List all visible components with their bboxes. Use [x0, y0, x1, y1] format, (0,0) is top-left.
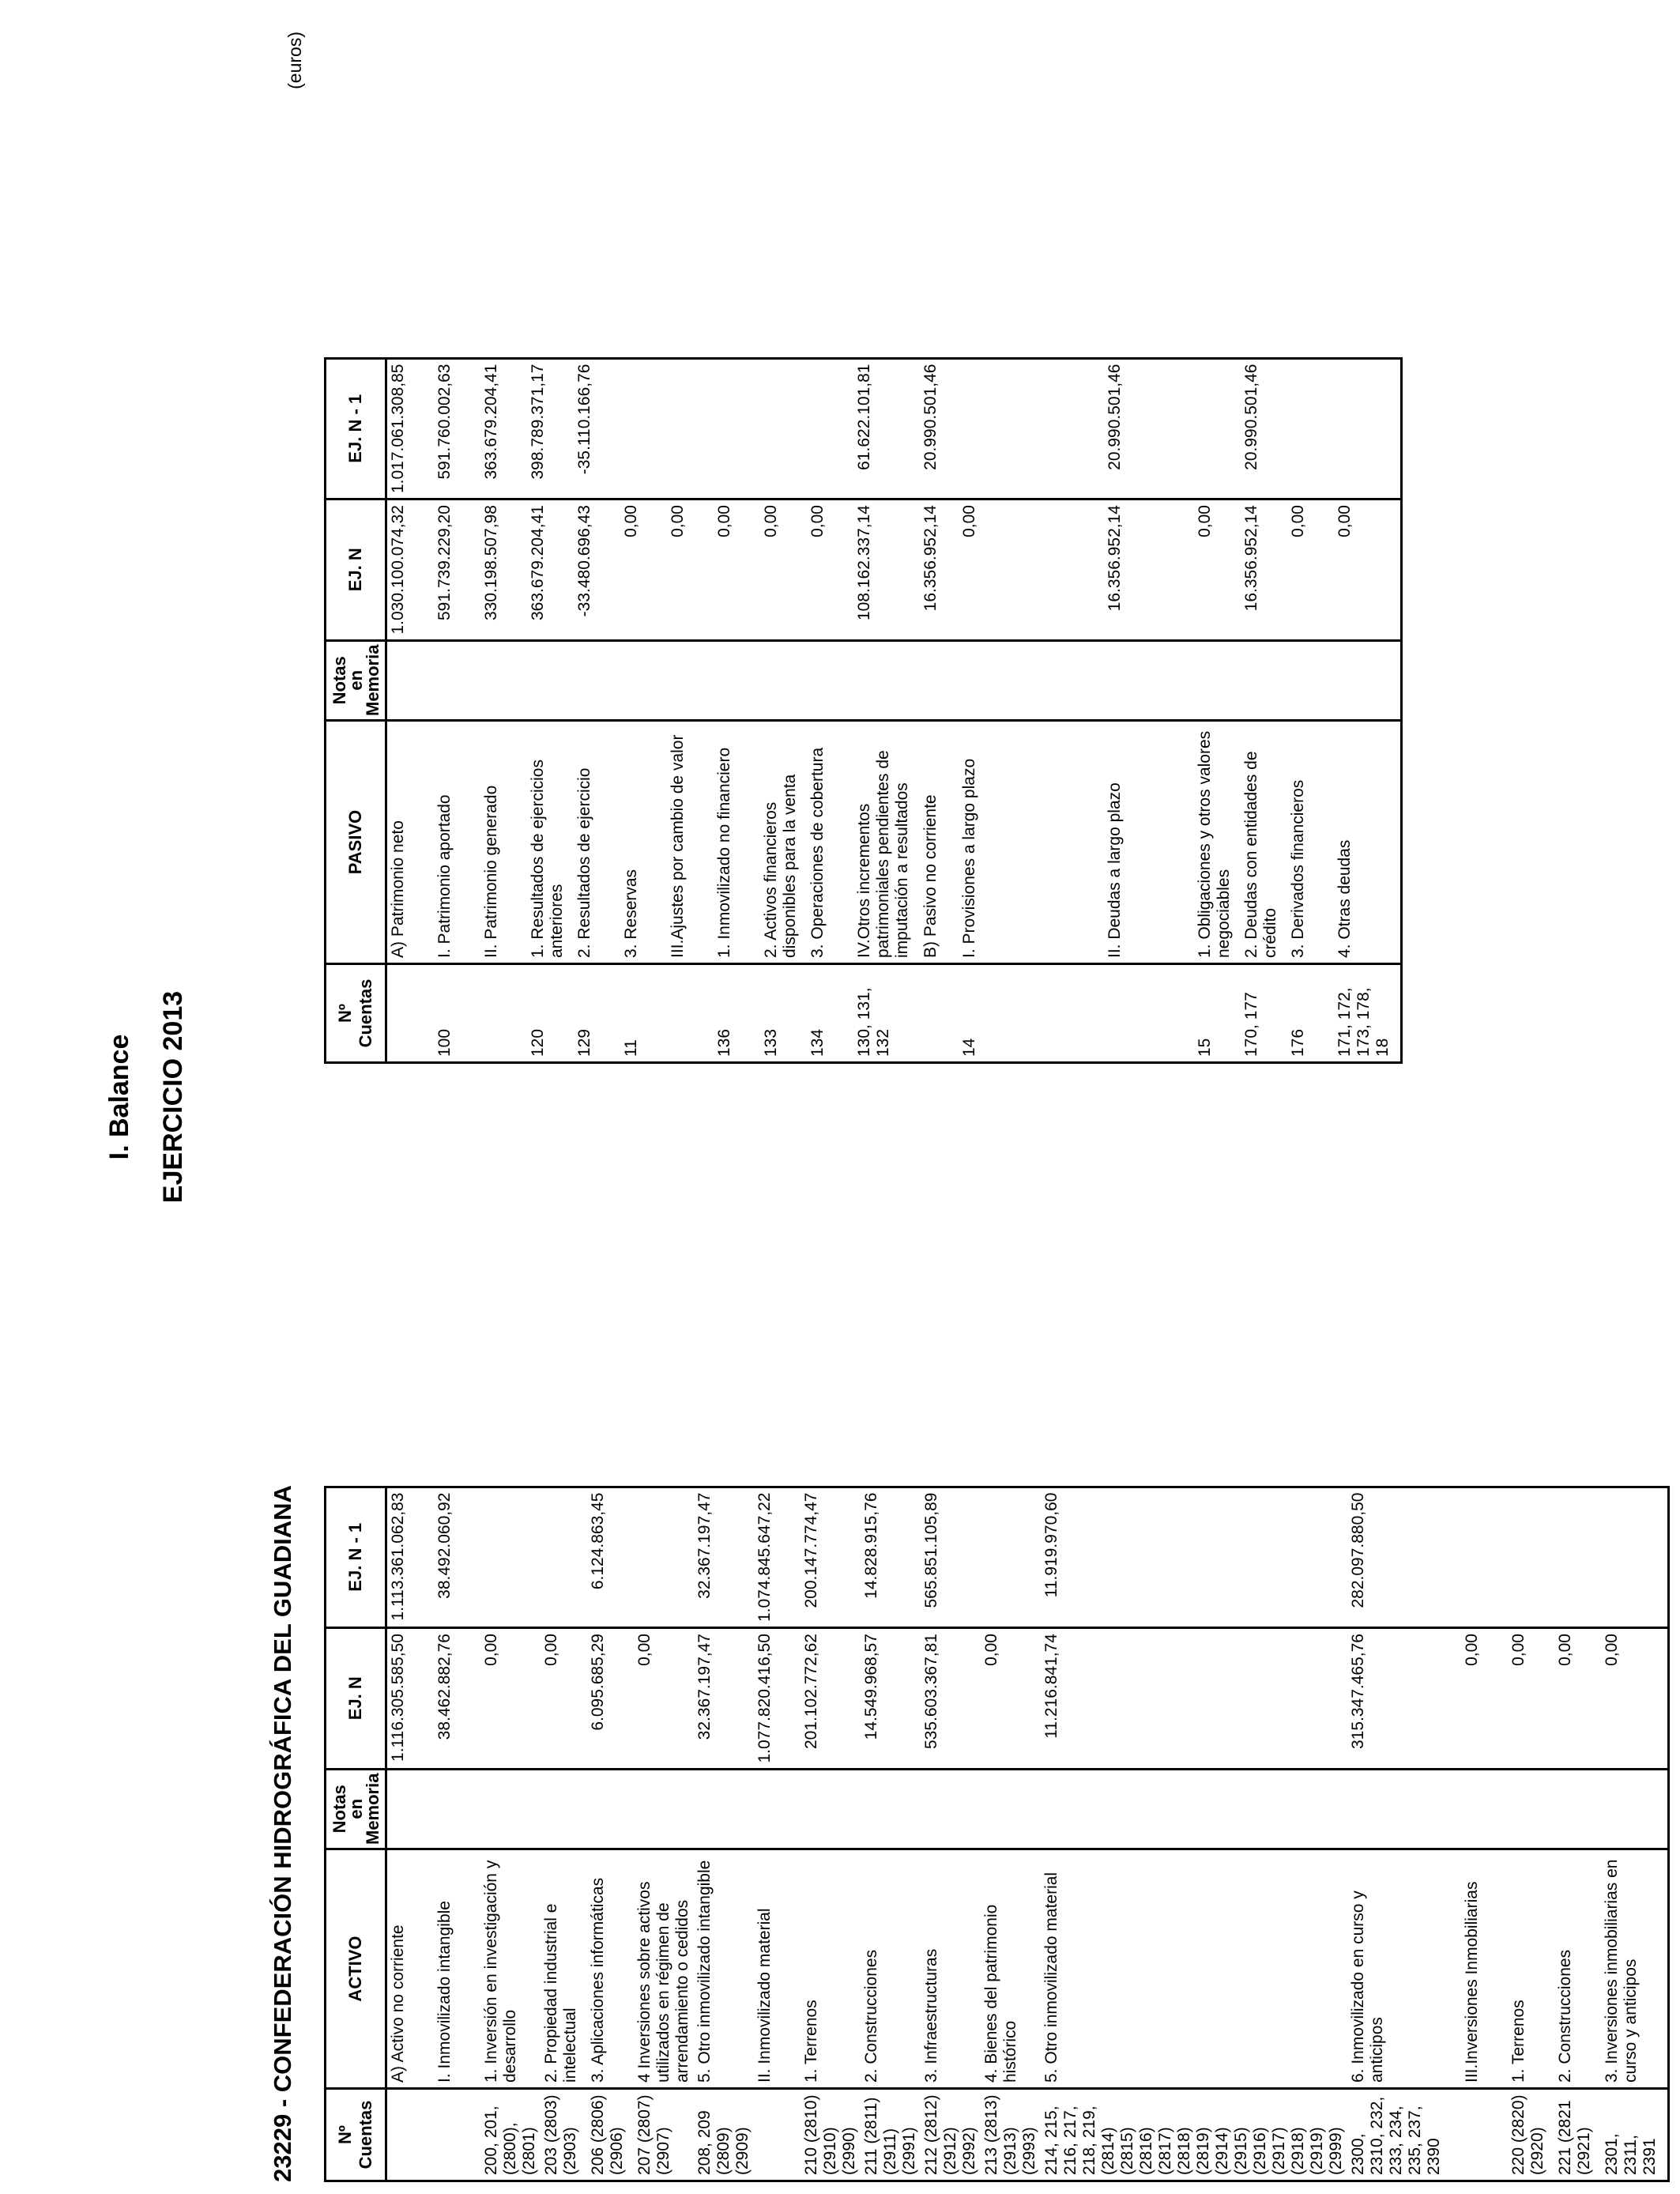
activo-cell-ej-n1: 6.124.863,45 [587, 1487, 634, 1628]
activo-cell-ej-n1: 1.074.845.647,22 [754, 1487, 800, 1628]
pasivo-cell-ej-n: 330.198.507,98 [480, 499, 527, 641]
activo-cell-concepto: 4. Bienes del patrimonio histórico [981, 1849, 1041, 2089]
pasivo-cell-cuentas [386, 964, 435, 1063]
activo-cell-concepto: 2. Propiedad industrial e intelectual [541, 1849, 587, 2089]
activo-cell-cuentas: 221 (2821 (2921) [1554, 2089, 1601, 2181]
activo-cell-ej-n1 [981, 1487, 1041, 1628]
activo-cell-notas [480, 1769, 541, 1849]
table-row [667, 358, 714, 1062]
activo-cell-ej-n: 0,00 [541, 1628, 587, 1770]
activo-cell-cuentas: 200, 201, (2800), (2801) [480, 2089, 541, 2181]
activo-cell-concepto: 3. Inversiones inmobiliarias en curso y anticipos [1601, 1849, 1669, 2089]
pasivo-cell-cuentas: 134 [807, 964, 853, 1063]
pasivo-cell-ej-n: 591.739.229,20 [434, 499, 480, 641]
activo-cell-concepto: II. Inmovilizado material [754, 1849, 800, 2089]
pasivo-cell-cuentas [1104, 964, 1194, 1063]
pasivo-cell-notas [527, 640, 574, 720]
activo-cell-ej-n: 6.095.685,29 [587, 1628, 634, 1770]
table-row [634, 1487, 694, 2181]
table-row [1334, 358, 1402, 1062]
pasivo-cell-cuentas [480, 964, 527, 1063]
pasivo-cell-cuentas: 15 [1194, 964, 1241, 1063]
pasivo-cell-notas [620, 640, 667, 720]
table-row [981, 1487, 1041, 2181]
activo-cell-ej-n1: 38.492.060,92 [434, 1487, 480, 1628]
activo-cell-concepto: 5. Otro inmovilizado material [1041, 1849, 1347, 2089]
page-subtitle: EJERCICIO 2013 [158, 990, 188, 1204]
activo-cell-ej-n1: 200.147.774,47 [800, 1487, 861, 1628]
pasivo-cell-concepto: 2. Resultados de ejercicio [574, 721, 620, 964]
activo-cell-notas [754, 1769, 800, 1849]
pasivo-cell-ej-n: 0,00 [1334, 499, 1402, 641]
activo-cell-concepto: 4 Inversiones sobre activos utilizados en régimen de arrendamiento o cedidos [634, 1849, 694, 2089]
activo-cell-ej-n: 0,00 [981, 1628, 1041, 1770]
activo-cell-ej-n: 38.462.882,76 [434, 1628, 480, 1770]
activo-cell-cuentas: 212 (2812) (2912) (2992) [921, 2089, 981, 2181]
activo-cell-concepto: 1. Terrenos [1508, 1849, 1554, 2089]
activo-cell-cuentas: 207 (2807) (2907) [634, 2089, 694, 2181]
activo-cell-notas [587, 1769, 634, 1849]
activo-cell-cuentas [434, 2089, 480, 2181]
pasivo-cell-notas [434, 640, 480, 720]
activo-cell-notas [1601, 1769, 1669, 1849]
pasivo-cell-ej-n1: 591.760.002,63 [434, 358, 480, 499]
pasivo-cell-notas [920, 640, 959, 720]
pasivo-cell-concepto: I. Patrimonio aportado [434, 721, 480, 964]
pasivo-cell-cuentas: 14 [959, 964, 1104, 1063]
activo-header-concepto: ACTIVO [326, 1849, 386, 2089]
pasivo-cell-concepto: 3. Derivados financieros [1287, 721, 1334, 964]
pasivo-cell-cuentas: 129 [574, 964, 620, 1063]
activo-cell-notas [1508, 1769, 1554, 1849]
activo-cell-notas [634, 1769, 694, 1849]
table-row [760, 358, 807, 1062]
activo-cell-concepto: A) Activo no corriente [386, 1849, 435, 2089]
pasivo-cell-ej-n1: 20.990.501,46 [1104, 358, 1194, 499]
pasivo-cell-ej-n: 0,00 [807, 499, 853, 641]
pasivo-cell-cuentas: 133 [760, 964, 807, 1063]
activo-cell-ej-n: 201.102.772,62 [800, 1628, 861, 1770]
pasivo-header-notas: Notas en Memoria [326, 640, 386, 720]
activo-cell-cuentas: 208, 209 (2809) (2909) [694, 2089, 754, 2181]
activo-cell-ej-n: 11.216.841,74 [1041, 1628, 1347, 1770]
pasivo-cell-concepto: 1. Obligaciones y otros valores negociables [1194, 721, 1241, 964]
page-title: I. Balance [104, 1034, 134, 1160]
pasivo-cell-ej-n: 0,00 [714, 499, 760, 641]
units-label: (euros) [284, 32, 305, 89]
table-row [1508, 1487, 1554, 2181]
activo-header-cuentas: Nº Cuentas [326, 2089, 386, 2181]
pasivo-cell-cuentas: 171, 172, 173, 178, 18 [1334, 964, 1402, 1063]
pasivo-cell-ej-n1: -35.110.166,76 [574, 358, 620, 499]
pasivo-cell-concepto: 4. Otras deudas [1334, 721, 1402, 964]
pasivo-cell-notas [807, 640, 853, 720]
activo-cell-ej-n1 [634, 1487, 694, 1628]
pasivo-cell-notas [480, 640, 527, 720]
pasivo-cell-ej-n1 [1194, 358, 1241, 499]
activo-cell-notas [861, 1769, 921, 1849]
pasivo-cell-ej-n: 16.356.952,14 [920, 499, 959, 641]
activo-cell-ej-n: 0,00 [1601, 1628, 1669, 1770]
pasivo-cell-ej-n1 [760, 358, 807, 499]
pasivo-cell-cuentas: 170, 177 [1241, 964, 1287, 1063]
pasivo-cell-notas [574, 640, 620, 720]
activo-cell-cuentas [386, 2089, 435, 2181]
activo-cell-notas [1554, 1769, 1601, 1849]
activo-cell-concepto: 3. Infraestructuras [921, 1849, 981, 2089]
pasivo-cell-ej-n: -33.480.696,43 [574, 499, 620, 641]
activo-cell-ej-n: 14.549.968,57 [861, 1628, 921, 1770]
activo-cell-notas [434, 1769, 480, 1849]
table-row [434, 358, 480, 1062]
table-row [386, 1487, 435, 2181]
activo-cell-ej-n: 0,00 [634, 1628, 694, 1770]
activo-cell-cuentas: 211 (2811) (2911) (2991) [861, 2089, 921, 2181]
activo-cell-notas [800, 1769, 861, 1849]
table-row [587, 1487, 634, 2181]
pasivo-cell-notas [714, 640, 760, 720]
pasivo-cell-ej-n1: 20.990.501,46 [1241, 358, 1287, 499]
activo-cell-concepto: 5. Otro inmovilizado intangible [694, 1849, 754, 2089]
activo-header-ej-n1: EJ. N - 1 [326, 1487, 386, 1628]
table-row [853, 358, 920, 1062]
activo-cell-ej-n1 [480, 1487, 541, 1628]
pasivo-cell-concepto: B) Pasivo no corriente [920, 721, 959, 964]
pasivo-cell-concepto: II. Deudas a largo plazo [1104, 721, 1194, 964]
table-row [1194, 358, 1241, 1062]
activo-cell-cuentas: 206 (2806) (2906) [587, 2089, 634, 2181]
pasivo-cell-cuentas: 136 [714, 964, 760, 1063]
pasivo-cell-notas [853, 640, 920, 720]
pasivo-cell-ej-n1 [1287, 358, 1334, 499]
activo-cell-cuentas: 2300, 2310, 232, 233, 234, 235, 237, 2390 [1347, 2089, 1461, 2181]
table-row [714, 358, 760, 1062]
pasivo-table [324, 357, 1403, 1064]
activo-cell-concepto: III.Inversiones Inmobiliarias [1461, 1849, 1508, 2089]
table-row [1287, 358, 1334, 1062]
activo-cell-ej-n1: 32.367.197,47 [694, 1487, 754, 1628]
pasivo-cell-ej-n: 0,00 [1194, 499, 1241, 641]
pasivo-cell-ej-n1 [667, 358, 714, 499]
pasivo-cell-ej-n: 0,00 [760, 499, 807, 641]
table-row [1241, 358, 1287, 1062]
pasivo-cell-ej-n1: 20.990.501,46 [920, 358, 959, 499]
activo-cell-cuentas: 220 (2820) (2920) [1508, 2089, 1554, 2181]
pasivo-cell-ej-n1 [714, 358, 760, 499]
activo-cell-notas [1347, 1769, 1461, 1849]
table-row [1601, 1487, 1669, 2181]
table-row [1554, 1487, 1601, 2181]
table-row [861, 1487, 921, 2181]
activo-cell-cuentas: 203 (2803) (2903) [541, 2089, 587, 2181]
pasivo-cell-concepto: A) Patrimonio neto [386, 721, 435, 964]
pasivo-header-ej-n1: EJ. N - 1 [326, 358, 386, 499]
activo-cell-cuentas: 2301, 2311, 2391 [1601, 2089, 1669, 2181]
pasivo-cell-ej-n: 0,00 [667, 499, 714, 641]
pasivo-cell-concepto: 1. Resultados de ejercicios anteriores [527, 721, 574, 964]
pasivo-cell-ej-n1 [1334, 358, 1402, 499]
activo-cell-concepto: 2. Construcciones [861, 1849, 921, 2089]
pasivo-cell-concepto: 3. Operaciones de cobertura [807, 721, 853, 964]
pasivo-cell-notas [1241, 640, 1287, 720]
activo-cell-ej-n1 [541, 1487, 587, 1628]
pasivo-cell-notas [1287, 640, 1334, 720]
table-row [754, 1487, 800, 2181]
activo-cell-notas [1461, 1769, 1508, 1849]
pasivo-cell-concepto: III.Ajustes por cambio de valor [667, 721, 714, 964]
pasivo-cell-cuentas: 11 [620, 964, 667, 1063]
pasivo-cell-ej-n1: 398.789.371,17 [527, 358, 574, 499]
activo-cell-ej-n: 0,00 [1554, 1628, 1601, 1770]
pasivo-header-row [326, 358, 386, 1062]
activo-cell-ej-n1: 1.113.361.062,83 [386, 1487, 435, 1628]
table-row [480, 358, 527, 1062]
activo-cell-ej-n1: 14.828.915,76 [861, 1487, 921, 1628]
activo-cell-concepto: 1. Inversión en investigación y desarrollo [480, 1849, 541, 2089]
activo-cell-ej-n1 [1554, 1487, 1601, 1628]
table-row [1461, 1487, 1508, 2181]
activo-cell-ej-n: 535.603.367,81 [921, 1628, 981, 1770]
pasivo-cell-concepto: I. Provisiones a largo plazo [959, 721, 1104, 964]
activo-cell-concepto: 6. Inmovilizado en curso y anticipos [1347, 1849, 1461, 2089]
activo-cell-notas [921, 1769, 981, 1849]
table-row [1347, 1487, 1461, 2181]
activo-cell-concepto: 2. Construcciones [1554, 1849, 1601, 2089]
pasivo-cell-cuentas: 120 [527, 964, 574, 1063]
table-row [920, 358, 959, 1062]
table-row [694, 1487, 754, 2181]
pasivo-cell-ej-n: 16.356.952,14 [1241, 499, 1287, 641]
pasivo-header-cuentas: Nº Cuentas [326, 964, 386, 1063]
pasivo-cell-concepto: IV.Otros incrementos patrimoniales pendientes de imputación a resultados [853, 721, 920, 964]
entity-name: 23229 - CONFEDERACIÓN HIDROGRÁFICA DEL GUADIANA [269, 1485, 296, 2182]
pasivo-cell-concepto: 3. Reservas [620, 721, 667, 964]
pasivo-cell-notas [760, 640, 807, 720]
pasivo-cell-ej-n1 [620, 358, 667, 499]
pasivo-cell-ej-n: 108.162.337,14 [853, 499, 920, 641]
pasivo-body [386, 358, 1402, 1062]
activo-cell-ej-n: 0,00 [1461, 1628, 1508, 1770]
activo-cell-ej-n: 315.347.465,76 [1347, 1628, 1461, 1770]
pasivo-cell-notas [386, 640, 435, 720]
pasivo-cell-notas [959, 640, 1104, 720]
table-row [959, 358, 1104, 1062]
activo-cell-notas [541, 1769, 587, 1849]
activo-cell-ej-n1 [1508, 1487, 1554, 1628]
pasivo-cell-ej-n1 [807, 358, 853, 499]
pasivo-cell-ej-n: 0,00 [1287, 499, 1334, 641]
pasivo-cell-ej-n: 0,00 [959, 499, 1104, 641]
activo-cell-notas [981, 1769, 1041, 1849]
activo-header-row [326, 1487, 386, 2181]
pasivo-cell-cuentas [920, 964, 959, 1063]
activo-cell-ej-n1: 11.919.970,60 [1041, 1487, 1347, 1628]
pasivo-header-ej-n: EJ. N [326, 499, 386, 641]
activo-cell-cuentas [754, 2089, 800, 2181]
activo-cell-ej-n1: 282.097.880,50 [1347, 1487, 1461, 1628]
table-row [1104, 358, 1194, 1062]
activo-cell-cuentas: 210 (2810) (2910) (2990) [800, 2089, 861, 2181]
activo-cell-notas [386, 1769, 435, 1849]
activo-cell-ej-n: 0,00 [480, 1628, 541, 1770]
pasivo-cell-ej-n: 1.030.100.074,32 [386, 499, 435, 641]
activo-cell-ej-n: 1.116.305.585,50 [386, 1628, 435, 1770]
activo-cell-ej-n: 0,00 [1508, 1628, 1554, 1770]
activo-header-notas: Notas en Memoria [326, 1769, 386, 1849]
pasivo-cell-ej-n1 [959, 358, 1104, 499]
activo-cell-ej-n1 [1601, 1487, 1669, 1628]
activo-cell-concepto: 1. Terrenos [800, 1849, 861, 2089]
activo-cell-cuentas: 213 (2813) (2913) (2993) [981, 2089, 1041, 2181]
table-row [527, 358, 574, 1062]
pasivo-cell-concepto: 2. Activos financieros disponibles para la venta [760, 721, 807, 964]
activo-cell-notas [1041, 1769, 1347, 1849]
table-row [541, 1487, 587, 2181]
pasivo-header-concepto: PASIVO [326, 721, 386, 964]
pasivo-cell-concepto: II. Patrimonio generado [480, 721, 527, 964]
activo-cell-concepto: 3. Aplicaciones informáticas [587, 1849, 634, 2089]
table-row [807, 358, 853, 1062]
pasivo-cell-notas [667, 640, 714, 720]
pasivo-cell-cuentas: 100 [434, 964, 480, 1063]
pasivo-cell-ej-n: 363.679.204,41 [527, 499, 574, 641]
activo-cell-cuentas [1461, 2089, 1508, 2181]
pasivo-cell-cuentas [667, 964, 714, 1063]
table-row [574, 358, 620, 1062]
pasivo-cell-ej-n1: 363.679.204,41 [480, 358, 527, 499]
activo-cell-notas [694, 1769, 754, 1849]
pasivo-cell-ej-n: 0,00 [620, 499, 667, 641]
pasivo-cell-cuentas: 130, 131, 132 [853, 964, 920, 1063]
pasivo-cell-concepto: 1. Inmovilizado no financiero [714, 721, 760, 964]
activo-cell-cuentas: 214, 215, 216, 217, 218, 219, (2814) (2815) (2816) (2817) (2818) (2819) (2914) (2915) (2916) (2917) (2918) (2919) (2999) [1041, 2089, 1347, 2181]
table-row [1041, 1487, 1347, 2181]
table-row [620, 358, 667, 1062]
activo-table [324, 1486, 1670, 2182]
pasivo-cell-ej-n1: 1.017.061.308,85 [386, 358, 435, 499]
table-row [480, 1487, 541, 2181]
pasivo-cell-notas [1104, 640, 1194, 720]
pasivo-cell-notas [1194, 640, 1241, 720]
activo-cell-concepto: I. Inmovilizado intangible [434, 1849, 480, 2089]
pasivo-cell-concepto: 2. Deudas con entidades de crédito [1241, 721, 1287, 964]
activo-cell-ej-n1: 565.851.105,89 [921, 1487, 981, 1628]
table-row [434, 1487, 480, 2181]
pasivo-cell-ej-n: 16.356.952,14 [1104, 499, 1194, 641]
table-row [386, 358, 435, 1062]
pasivo-cell-cuentas: 176 [1287, 964, 1334, 1063]
activo-body [386, 1487, 1669, 2181]
pasivo-cell-ej-n1: 61.622.101,81 [853, 358, 920, 499]
activo-cell-ej-n: 32.367.197,47 [694, 1628, 754, 1770]
activo-cell-ej-n: 1.077.820.416,50 [754, 1628, 800, 1770]
pasivo-cell-notas [1334, 640, 1402, 720]
table-row [921, 1487, 981, 2181]
activo-header-ej-n: EJ. N [326, 1628, 386, 1770]
table-row [800, 1487, 861, 2181]
activo-cell-ej-n1 [1461, 1487, 1508, 1628]
